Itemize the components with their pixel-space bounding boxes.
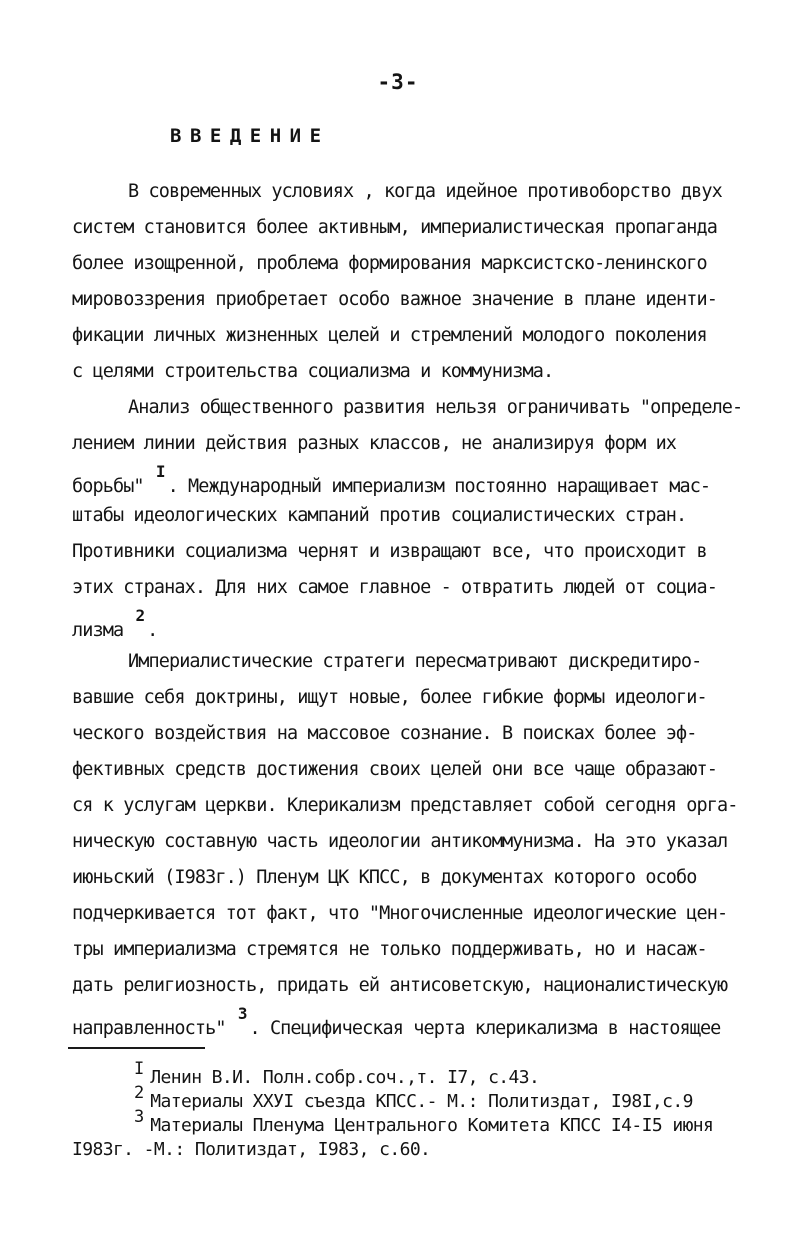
text-line: лением линии действия разных классов, не анализируя форм их [72,433,677,454]
text-line [72,606,158,643]
text-line: Анализ общественного развития нельзя ограничивать "определе- [128,397,743,418]
footnote-2 [134,1083,693,1114]
text-line: фикации личных жизненных целей и стремлений молодого поколения [72,325,707,346]
footnote-3-continuation: I983г. -М.: Политиздат, I983, с.60. [72,1139,431,1160]
text-line: систем становится более активным, империалистическая пропаганда [72,217,717,238]
footnote-text: Материалы Пленума Центрального Комитета КПСС I4-I5 июня [150,1115,714,1136]
footnote-mark: 2 [134,1083,145,1103]
text-line: дать религиозность, придать ей антисоветскую, националистическую [72,975,728,996]
footnote-ref-3: 3 [237,1004,248,1023]
text-segment: лизма [72,620,124,642]
text-segment: борьбы" [72,476,144,498]
footnote-mark: 3 [134,1107,145,1127]
text-line: ническую составную часть идеологии антикоммунизма. На это указал [72,831,728,852]
section-heading: ВВЕДЕНИЕ [170,125,330,147]
text-line: более изощренной, проблема формирования марксистско-ленинского [72,253,707,274]
footnote-text: Материалы XXУI съезда КПСС.- М.: Политиздат, I98I,с.9 [150,1091,693,1112]
text-line: штабы идеологических кампаний против социалистических стран. [72,505,687,526]
text-line: вавшие себя доктрины, ищут новые, более гибкие формы идеологи- [72,687,707,708]
text-segment: . [147,620,158,642]
text-line: подчеркивается тот факт, что "Многочисленные идеологические цен- [72,903,728,924]
page-number: -3- [377,70,419,94]
text-line: этих странах. Для них самое главное - отвратить людей от социа- [72,577,717,598]
text-line: В современных условиях , когда идейное противоборство двух [128,181,722,202]
text-segment: . Специфическая черта клерикализма в настоящее [249,1018,721,1040]
footnote-ref-1: I [155,462,166,481]
footnote-separator [68,1047,205,1049]
footnote-3 [134,1107,714,1138]
text-line: Противники социализма чернят и извращают все, что происходит в [72,541,707,562]
text-line: июньский (I983г.) Пленум ЦК КПСС, в документах которого особо [72,867,697,888]
text-line: с целями строительства социализма и коммунизма. [72,361,554,382]
text-line [72,462,711,499]
text-line [72,1004,721,1041]
text-line: мировоззрения приобретает особо важное значение в плане иденти- [72,289,717,310]
text-line: ся к услугам церкви. Клерикализм представляет собой сегодня орга- [72,795,738,816]
text-line: фективных средств достижения своих целей они все чаще образают- [72,759,717,780]
text-segment: . Международный империализм постоянно наращивает мас- [167,476,711,498]
text-line: тры империализма стремятся не только поддерживать, но и насаж- [72,939,707,960]
text-line: Империалистические стратеги пересматривают дискредитиро- [128,651,702,672]
text-segment: направленность" [72,1018,226,1040]
footnote-ref-2: 2 [135,606,146,625]
text-line: ческого воздействия на массовое сознание. В поисках более эф- [72,723,697,744]
footnote-text: Ленин В.И. Полн.собр.соч.,т. I7, с.43. [150,1067,540,1088]
footnote-mark: I [134,1059,145,1079]
footnote-1 [134,1059,540,1090]
